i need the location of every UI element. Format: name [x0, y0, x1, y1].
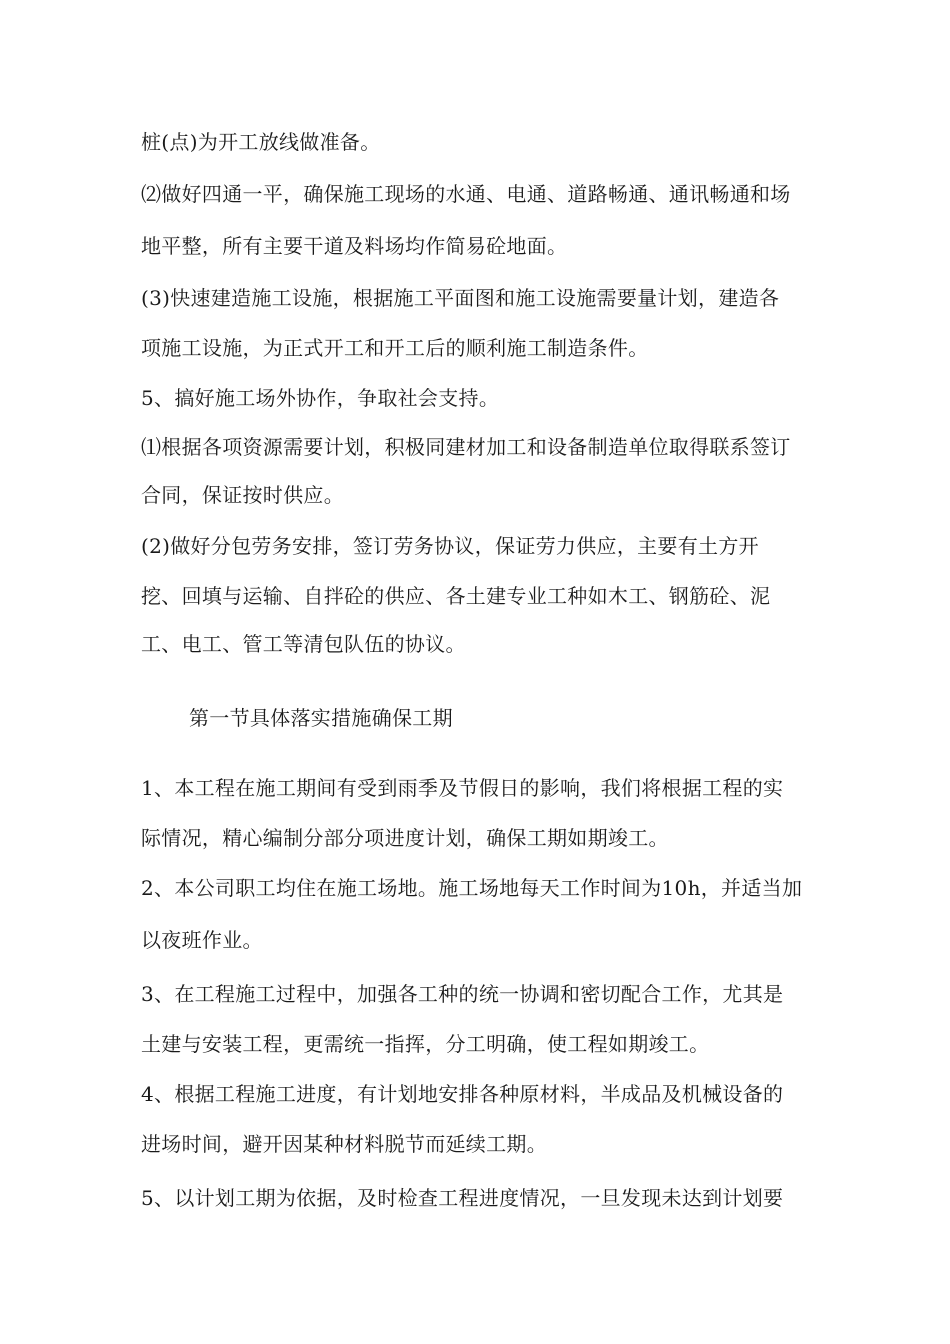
text-line: 4、根据工程施工进度，有计划地安排各种原材料，半成品及机械设备的	[141, 1082, 784, 1106]
text-line: 工、电工、管工等清包队伍的协议。	[141, 632, 466, 656]
text-line: 合同，保证按时供应。	[141, 483, 344, 507]
text-line: 2、本公司职工均住在施工场地。施工场地每天工作时间为10h，并适当加	[141, 876, 803, 900]
text-line: 5、搞好施工场外协作，争取社会支持。	[141, 386, 500, 410]
text-line: ⑴根据各项资源需要计划，积极同建材加工和设备制造单位取得联系签订	[141, 435, 791, 459]
section-heading: 第一节具体落实措施确保工期	[189, 706, 453, 730]
text-line: 5、以计划工期为依据，及时检查工程进度情况，一旦发现未达到计划要	[141, 1186, 784, 1210]
text-line: 桩(点)为开工放线做准备。	[141, 130, 381, 154]
text-line: (3)快速建造施工设施，根据施工平面图和施工设施需要量计划，建造各	[141, 286, 780, 310]
text-line: 以夜班作业。	[141, 928, 263, 952]
text-line: (2)做好分包劳务安排，签订劳务协议，保证劳力供应，主要有土方开	[141, 534, 759, 558]
text-line: 际情况，精心编制分部分项进度计划，确保工期如期竣工。	[141, 826, 669, 850]
text-line: 地平整，所有主要干道及料场均作简易砼地面。	[141, 234, 568, 258]
text-line: 1、本工程在施工期间有受到雨季及节假日的影响，我们将根据工程的实	[141, 776, 784, 800]
text-line: 进场时间，避开因某种材料脱节而延续工期。	[141, 1132, 547, 1156]
text-line: 项施工设施，为正式开工和开工后的顺利施工制造条件。	[141, 336, 649, 360]
text-line: ⑵做好四通一平，确保施工现场的水通、电通、道路畅通、通讯畅通和场	[141, 182, 791, 206]
text-line: 3、在工程施工过程中，加强各工种的统一协调和密切配合工作，尤其是	[141, 982, 784, 1006]
text-line: 土建与安装工程，更需统一指挥，分工明确，使工程如期竣工。	[141, 1032, 710, 1056]
text-line: 挖、回填与运输、自拌砼的供应、各土建专业工种如木工、钢筋砼、泥	[141, 584, 771, 608]
